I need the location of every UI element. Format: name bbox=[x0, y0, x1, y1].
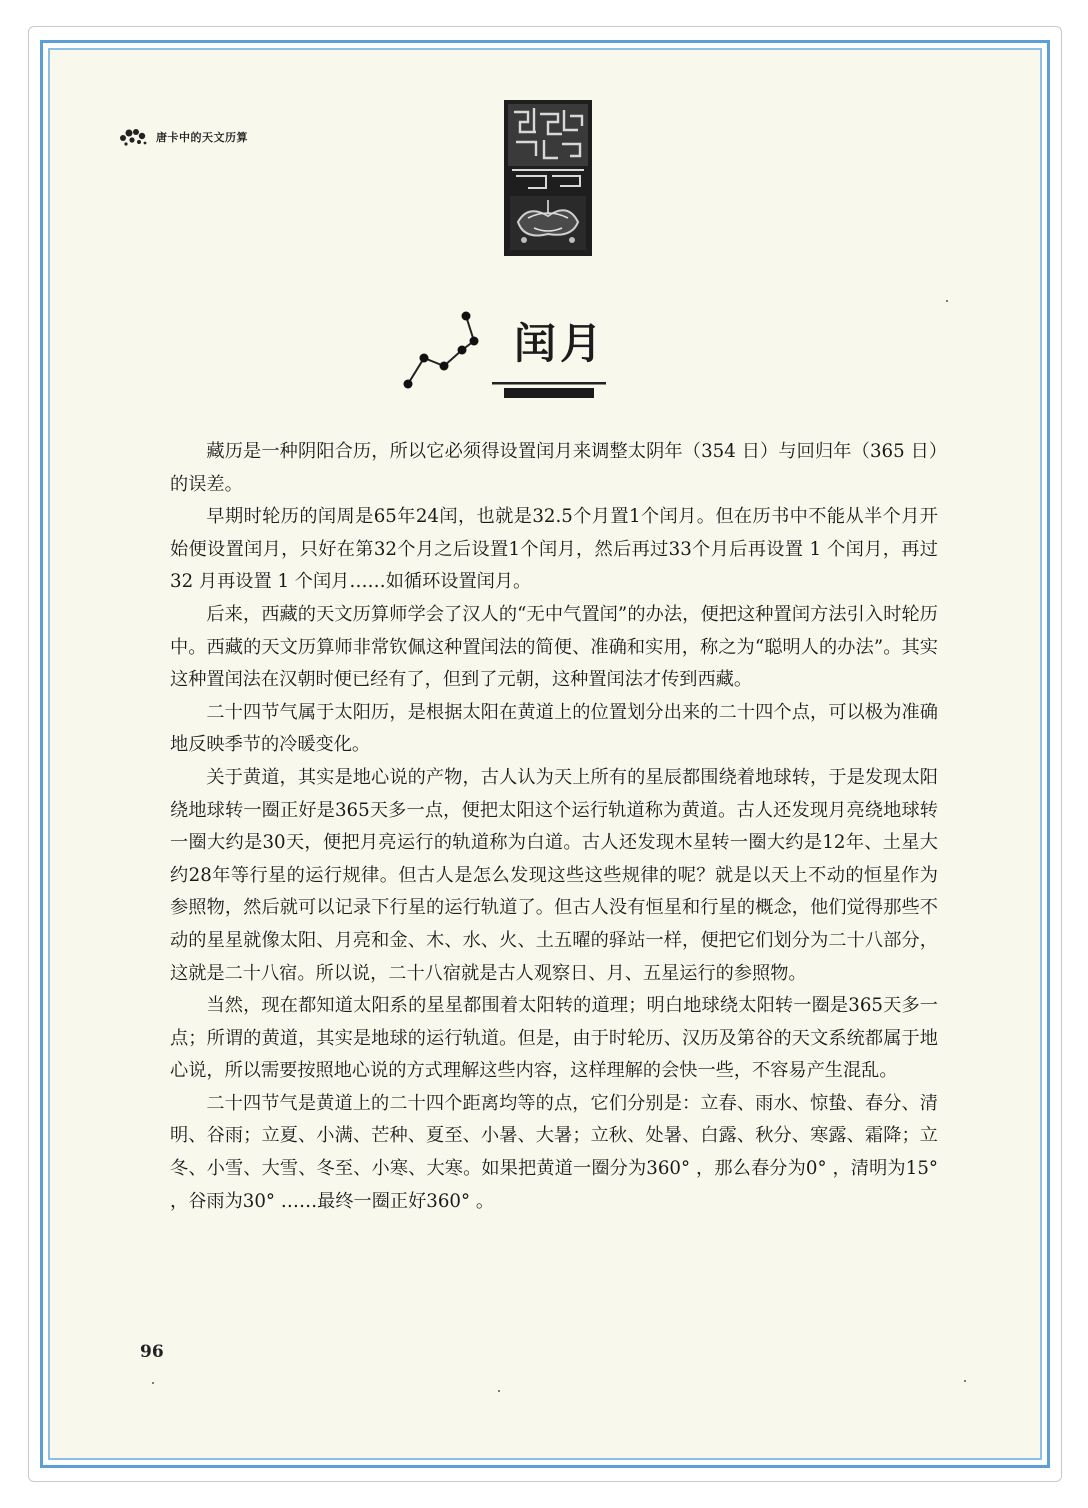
paragraph: 关于黄道，其实是地心说的产物，古人认为天上所有的星辰都围绕着地球转，于是发现太阳绕地球转一圈正好是365天多一点，便把太阳这个运行轨道称为黄道。古人还发现月亮绕地球转一圈大约是30天，便把月亮运行的轨道称为白道。古人还发现木星转一圈大约是12年、土星大约28年等行星的运行规律。但古人是怎么发现这些这些规律的呢？就是以天上不动的恒星作为参照物，然后就可以记录下行星的运行轨道了。但古人没有恒星和行星的概念，他们觉得那些不动的星星就像太阳、月亮和金、木、水、火、土五曜的驿站一样，便把它们划分为二十八部分，这就是二十八宿。所以说，二十八宿就是古人观察日、月、五星运行的参照物。 bbox=[170, 766, 938, 984]
paragraph: 二十四节气是黄道上的二十四个距离均等的点，它们分别是：立春、雨水、惊蛰、春分、清明、谷雨；立夏、小满、芒种、夏至、小暑、大暑；立秋、处暑、白露、秋分、寒露、霜降；立冬、小雪、大雪、冬至、小寒、大寒。如果把黄道一圈分为360° ，那么春分为0° ，清明为15° ，谷雨为30° ……最终一圈正好360° 。 bbox=[170, 1092, 938, 1212]
cloud-ornament-icon bbox=[118, 126, 148, 148]
page-title: 闰月 bbox=[514, 319, 607, 368]
paragraph: 早期时轮历的闰周是65年24闰，也就是32.5个月置1个闰月。但在历书中不能从半个月开始便设置闰月，只好在第32个月之后设置1个闰月，然后再过33个月后再设置 1 个闰月，再过 32 月再设置 1 个闰月……如循环设置闰月。 bbox=[170, 506, 938, 593]
paragraph: 当然，现在都知道太阳系的星星都围着太阳转的道理；明白地球绕太阳转一圈是365天多一点；所谓的黄道，其实是地球的运行轨道。但是，由于时轮历、汉历及第谷的天文系统都属于地心说，所以需要按照地心说的方式理解这些内容，这样理解的会快一些，不容易产生混乱。 bbox=[170, 995, 938, 1082]
print-speck bbox=[152, 1382, 154, 1384]
print-speck bbox=[946, 300, 948, 302]
page-number: 96 bbox=[140, 1342, 164, 1362]
constellation-icon bbox=[400, 308, 490, 398]
print-speck bbox=[964, 1380, 966, 1382]
paragraph: 二十四节气属于太阳历，是根据太阳在黄道上的位置划分出来的二十四个点，可以极为准确地反映季节的冷暖变化。 bbox=[170, 701, 938, 756]
running-head bbox=[118, 126, 248, 148]
paragraph: 藏历是一种阴阳合历，所以它必须得设置闰月来调整太阴年（354 日）与回归年（365 日）的误差。 bbox=[170, 441, 938, 495]
print-speck bbox=[498, 1390, 500, 1392]
title-underline bbox=[492, 382, 606, 398]
seal-stamp-icon bbox=[504, 100, 592, 256]
running-title: 唐卡中的天文历算 bbox=[156, 131, 248, 144]
body-text bbox=[170, 436, 938, 1218]
paragraph: 后来，西藏的天文历算师学会了汉人的“无中气置闰”的办法，便把这种置闰方法引入时轮历中。西藏的天文历算师非常钦佩这种置闰法的简便、准确和实用，称之为“聪明人的办法”。其实这种置闰法在汉朝时便已经有了，但到了元朝，这种置闰法才传到西藏。 bbox=[170, 603, 938, 691]
